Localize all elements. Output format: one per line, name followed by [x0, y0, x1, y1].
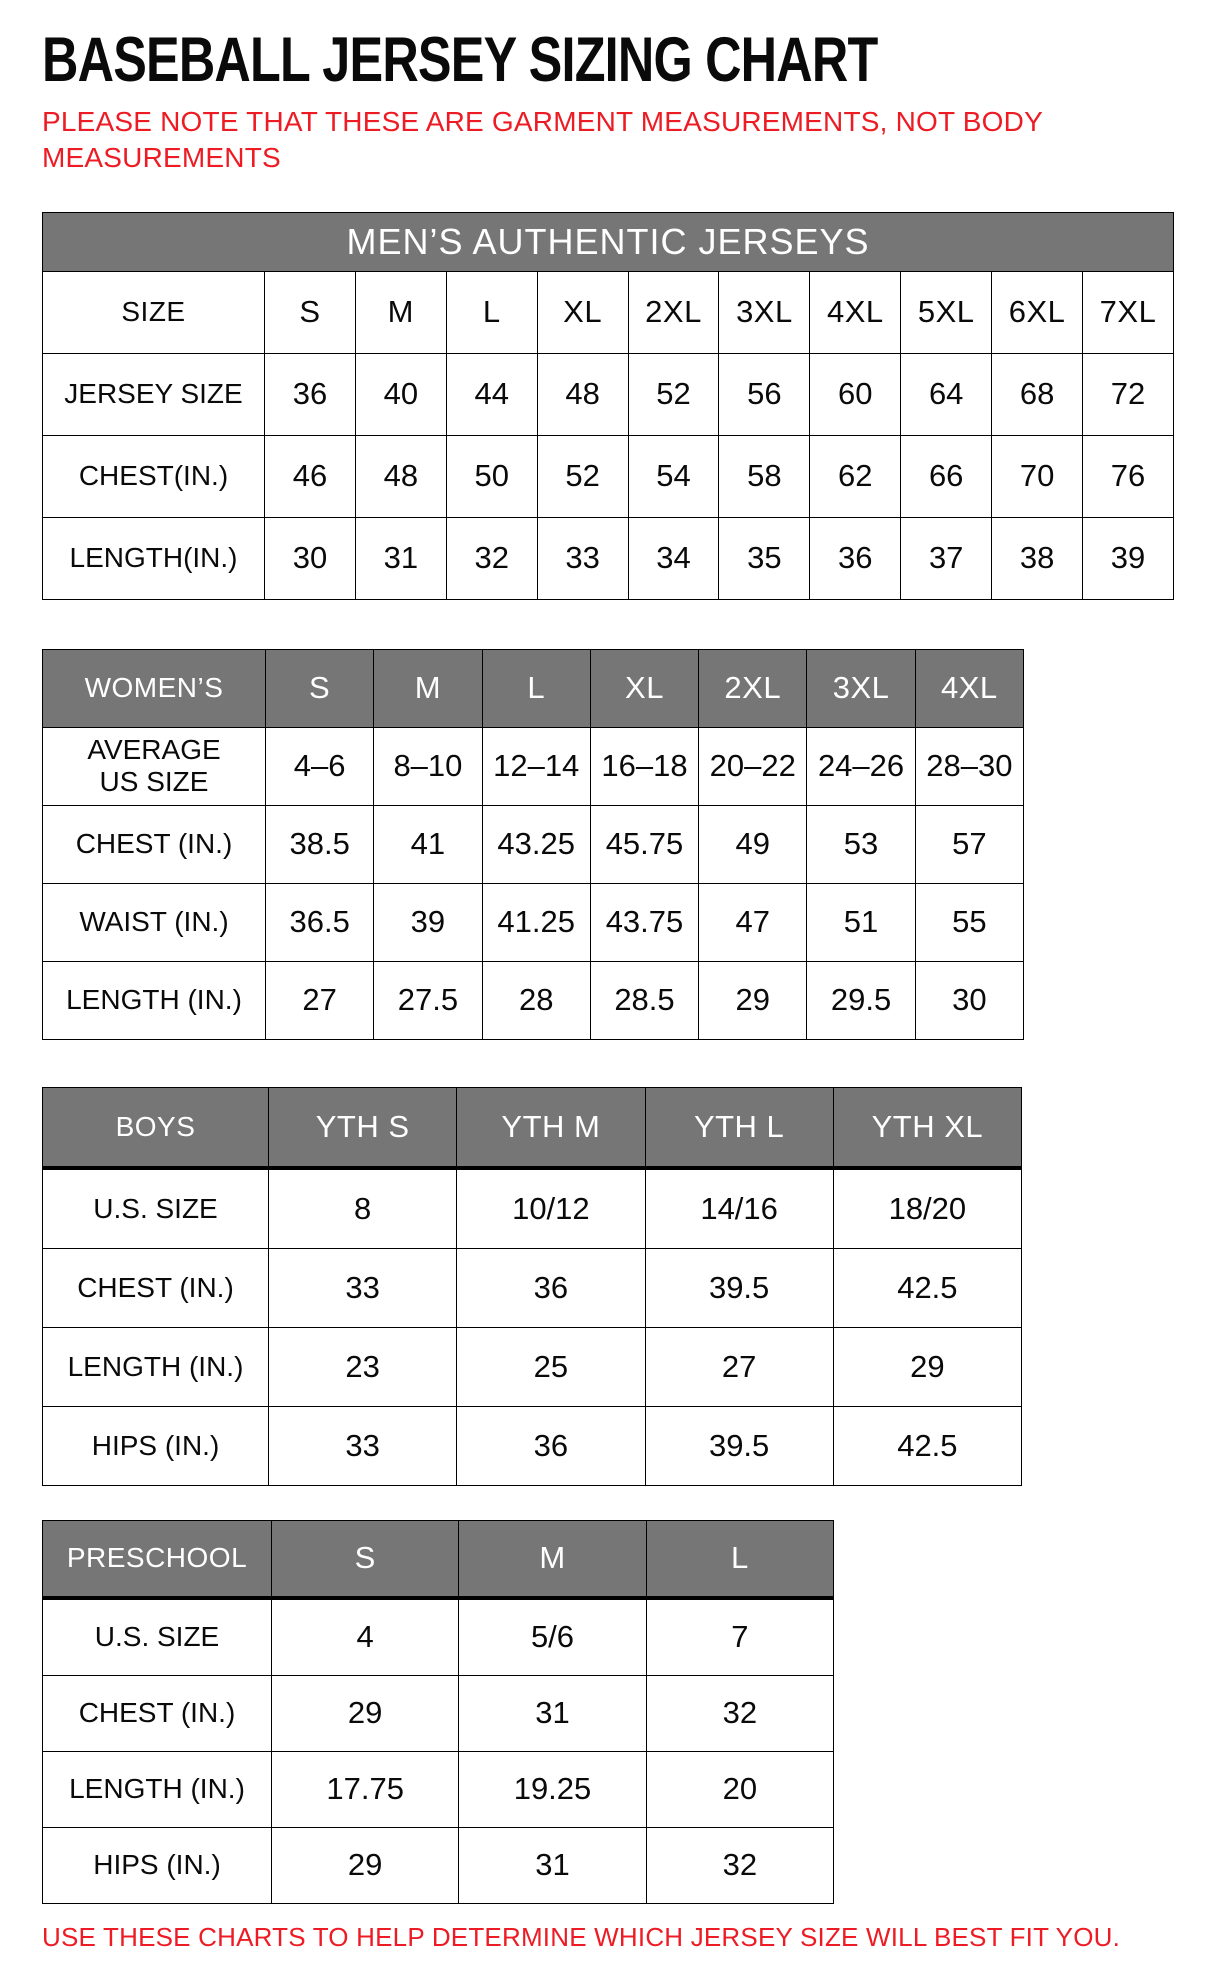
mens-authentic-jerseys-table	[42, 212, 1180, 600]
data-cell: 32	[446, 517, 537, 599]
preschool-grid	[42, 1520, 834, 1904]
boys-grid	[42, 1087, 1022, 1486]
data-cell: 38.5	[266, 805, 374, 883]
data-cell: 10/12	[457, 1168, 645, 1249]
table-row	[43, 1598, 834, 1676]
data-cell: 40	[355, 353, 446, 435]
data-cell: 43.25	[482, 805, 590, 883]
data-cell: 36	[810, 517, 901, 599]
mens-column-header: 5XL	[901, 271, 992, 353]
row-label: U.S. SIZE	[43, 1598, 272, 1676]
womens-column-header: XL	[590, 649, 698, 727]
data-cell: 27.5	[374, 961, 482, 1039]
data-cell: 29	[833, 1327, 1021, 1406]
row-label: LENGTH (IN.)	[43, 961, 266, 1039]
data-cell: 56	[719, 353, 810, 435]
data-cell: 72	[1083, 353, 1174, 435]
row-label: LENGTH (IN.)	[43, 1327, 269, 1406]
data-cell: 30	[265, 517, 356, 599]
data-cell: 8	[269, 1168, 457, 1249]
boys-column-header: YTH L	[645, 1087, 833, 1168]
table-row	[43, 883, 1024, 961]
data-cell: 16–18	[590, 727, 698, 805]
data-cell: 42.5	[833, 1248, 1021, 1327]
data-cell: 54	[628, 435, 719, 517]
data-cell: 20	[646, 1751, 833, 1827]
data-cell: 23	[269, 1327, 457, 1406]
data-cell: 48	[537, 353, 628, 435]
data-cell: 36.5	[266, 883, 374, 961]
table-row	[43, 1675, 834, 1751]
mens-corner-label: SIZE	[43, 271, 265, 353]
table-row	[43, 517, 1174, 599]
page-title: BASEBALL JERSEY SIZING CHART	[42, 25, 878, 95]
data-cell: 31	[459, 1827, 646, 1903]
data-cell: 68	[992, 353, 1083, 435]
boys-header-row	[43, 1087, 1022, 1168]
data-cell: 29	[272, 1827, 459, 1903]
womens-column-header: 2XL	[699, 649, 807, 727]
data-cell: 47	[699, 883, 807, 961]
row-label: AVERAGE US SIZE	[43, 727, 266, 805]
table-row	[43, 727, 1024, 805]
row-label: LENGTH (IN.)	[43, 1751, 272, 1827]
data-cell: 51	[807, 883, 915, 961]
data-cell: 5/6	[459, 1598, 646, 1676]
row-label: CHEST(IN.)	[43, 435, 265, 517]
data-cell: 7	[646, 1598, 833, 1676]
womens-column-header: L	[482, 649, 590, 727]
womens-header-row	[43, 649, 1024, 727]
data-cell: 36	[457, 1248, 645, 1327]
data-cell: 60	[810, 353, 901, 435]
row-label: LENGTH(IN.)	[43, 517, 265, 599]
preschool-header-row	[43, 1520, 834, 1598]
data-cell: 31	[459, 1675, 646, 1751]
row-label: JERSEY SIZE	[43, 353, 265, 435]
row-label: CHEST (IN.)	[43, 805, 266, 883]
data-cell: 12–14	[482, 727, 590, 805]
data-cell: 41.25	[482, 883, 590, 961]
boys-corner-label: BOYS	[43, 1087, 269, 1168]
data-cell: 50	[446, 435, 537, 517]
data-cell: 4	[272, 1598, 459, 1676]
row-label: CHEST (IN.)	[43, 1675, 272, 1751]
preschool-column-header: M	[459, 1520, 646, 1598]
data-cell: 20–22	[699, 727, 807, 805]
data-cell: 41	[374, 805, 482, 883]
data-cell: 45.75	[590, 805, 698, 883]
row-label: CHEST (IN.)	[43, 1248, 269, 1327]
data-cell: 32	[646, 1827, 833, 1903]
data-cell: 29	[272, 1675, 459, 1751]
data-cell: 4–6	[266, 727, 374, 805]
data-cell: 28	[482, 961, 590, 1039]
data-cell: 28.5	[590, 961, 698, 1039]
data-cell: 64	[901, 353, 992, 435]
data-cell: 39	[374, 883, 482, 961]
data-cell: 70	[992, 435, 1083, 517]
womens-column-header: 4XL	[915, 649, 1023, 727]
data-cell: 35	[719, 517, 810, 599]
boys-column-header: YTH XL	[833, 1087, 1021, 1168]
data-cell: 55	[915, 883, 1023, 961]
mens-banner: MEN’S AUTHENTIC JERSEYS	[43, 212, 1174, 271]
data-cell: 39	[1083, 517, 1174, 599]
data-cell: 28–30	[915, 727, 1023, 805]
data-cell: 38	[992, 517, 1083, 599]
data-cell: 19.25	[459, 1751, 646, 1827]
preschool-column-header: L	[646, 1520, 833, 1598]
womens-grid	[42, 649, 1024, 1040]
data-cell: 33	[269, 1406, 457, 1485]
mens-column-header: 3XL	[719, 271, 810, 353]
preschool-corner-label: PRESCHOOL	[43, 1520, 272, 1598]
data-cell: 49	[699, 805, 807, 883]
data-cell: 52	[537, 435, 628, 517]
data-cell: 53	[807, 805, 915, 883]
data-cell: 58	[719, 435, 810, 517]
data-cell: 34	[628, 517, 719, 599]
table-row	[43, 1827, 834, 1903]
data-cell: 24–26	[807, 727, 915, 805]
data-cell: 37	[901, 517, 992, 599]
data-cell: 76	[1083, 435, 1174, 517]
table-row	[43, 805, 1024, 883]
table-row	[43, 1751, 834, 1827]
mens-column-header: 7XL	[1083, 271, 1174, 353]
mens-column-header: M	[355, 271, 446, 353]
womens-column-header: M	[374, 649, 482, 727]
boys-sizing-table	[42, 1087, 1180, 1486]
data-cell: 27	[266, 961, 374, 1039]
boys-column-header: YTH M	[457, 1087, 645, 1168]
data-cell: 48	[355, 435, 446, 517]
mens-column-header: L	[446, 271, 537, 353]
data-cell: 39.5	[645, 1248, 833, 1327]
womens-column-header: S	[266, 649, 374, 727]
data-cell: 32	[646, 1675, 833, 1751]
data-cell: 36	[457, 1406, 645, 1485]
womens-sizing-table	[42, 649, 1180, 1040]
data-cell: 33	[537, 517, 628, 599]
row-label: WAIST (IN.)	[43, 883, 266, 961]
data-cell: 8–10	[374, 727, 482, 805]
preschool-sizing-table	[42, 1520, 1180, 1904]
mens-banner-row	[43, 212, 1174, 271]
data-cell: 14/16	[645, 1168, 833, 1249]
data-cell: 17.75	[272, 1751, 459, 1827]
data-cell: 44	[446, 353, 537, 435]
table-row	[43, 1406, 1022, 1485]
row-label: U.S. SIZE	[43, 1168, 269, 1249]
table-row	[43, 435, 1174, 517]
footer-note: USE THESE CHARTS TO HELP DETERMINE WHICH JERSEY SIZE WILL BEST FIT YOU.	[42, 1921, 1121, 1952]
data-cell: 31	[355, 517, 446, 599]
row-label: HIPS (IN.)	[43, 1406, 269, 1485]
data-cell: 39.5	[645, 1406, 833, 1485]
boys-column-header: YTH S	[269, 1087, 457, 1168]
mens-column-header: 2XL	[628, 271, 719, 353]
table-row	[43, 1248, 1022, 1327]
row-label: HIPS (IN.)	[43, 1827, 272, 1903]
mens-column-header: XL	[537, 271, 628, 353]
data-cell: 57	[915, 805, 1023, 883]
data-cell: 52	[628, 353, 719, 435]
table-row	[43, 353, 1174, 435]
data-cell: 25	[457, 1327, 645, 1406]
mens-column-header: 6XL	[992, 271, 1083, 353]
data-cell: 29	[699, 961, 807, 1039]
mens-column-header: 4XL	[810, 271, 901, 353]
womens-column-header: 3XL	[807, 649, 915, 727]
mens-column-header: S	[265, 271, 356, 353]
table-row	[43, 1168, 1022, 1249]
data-cell: 36	[265, 353, 356, 435]
data-cell: 46	[265, 435, 356, 517]
data-cell: 33	[269, 1248, 457, 1327]
mens-grid	[42, 212, 1174, 600]
data-cell: 27	[645, 1327, 833, 1406]
garment-measurement-note: PLEASE NOTE THAT THESE ARE GARMENT MEASUREMENTS, NOT BODY MEASUREMENTS	[42, 106, 1043, 174]
data-cell: 66	[901, 435, 992, 517]
mens-header-row	[43, 271, 1174, 353]
table-row	[43, 961, 1024, 1039]
data-cell: 62	[810, 435, 901, 517]
womens-corner-label: WOMEN’S	[43, 649, 266, 727]
table-row	[43, 1327, 1022, 1406]
data-cell: 43.75	[590, 883, 698, 961]
data-cell: 18/20	[833, 1168, 1021, 1249]
preschool-column-header: S	[272, 1520, 459, 1598]
data-cell: 30	[915, 961, 1023, 1039]
data-cell: 42.5	[833, 1406, 1021, 1485]
data-cell: 29.5	[807, 961, 915, 1039]
